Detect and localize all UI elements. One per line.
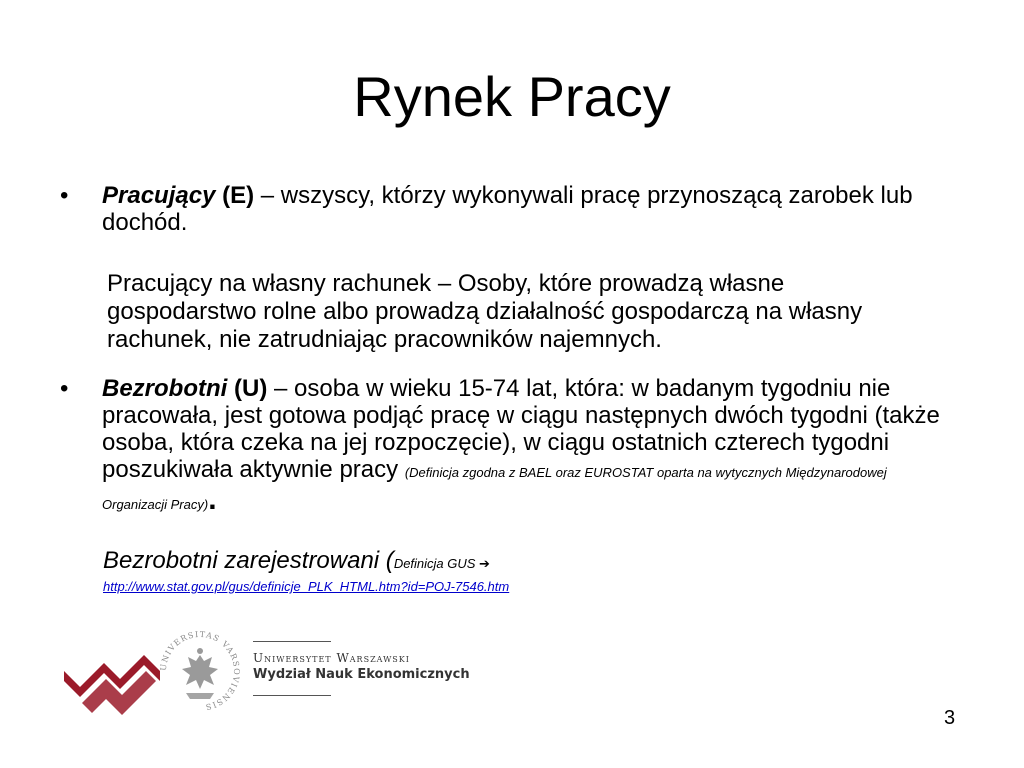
bullet-icon: • [60, 182, 69, 209]
registered-unemployed [103, 546, 963, 595]
code-unemployed: (U) [234, 375, 268, 402]
term-unemployed: Bezrobotni [102, 375, 228, 402]
university-name: Uniwersytet Warszawski [253, 651, 410, 665]
university-seal-icon [159, 630, 241, 712]
definition-employed: – wszyscy, którzy wykonywali pracę przynoszącą zarobek lub dochód. [102, 182, 913, 236]
brand-divider-bottom [253, 695, 331, 696]
registered-source-label: Definicja GUS ➔ [393, 556, 490, 571]
registered-heading: Bezrobotni zarejestrowani ( [103, 547, 394, 574]
bullet-icon: • [60, 375, 69, 402]
self-employed-paragraph: Pracujący na własny rachunek – Osoby, które prowadzą własne gospodarstwo rolne albo prowadzą działalność gospodarczą na własny rachunek, nie zatrudniając pracowników najemnych. [107, 270, 863, 353]
gus-definition-link[interactable]: http://www.stat.gov.pl/gus/definicje_PLK_HTML.htm?id=POJ-7546.htm [103, 579, 510, 594]
wne-logo-icon [64, 655, 160, 715]
registered-heading-line [103, 546, 963, 579]
bullet-employed-text [102, 182, 932, 236]
definition-source-note: (Definicja zgodna z BAEL oraz EUROSTAT oparta na wytycznych Międzynarodowej Organizacji Pracy) [102, 465, 887, 512]
seal-text: UNIVERSITAS VARSOVIENSIS [158, 629, 242, 712]
slide-title: Rynek Pracy [353, 65, 671, 128]
code-employed: (E) [222, 182, 255, 209]
bullet-unemployed-text [102, 375, 942, 518]
faculty-name: Wydział Nauk Ekonomicznych [253, 667, 470, 682]
page-number: 3 [944, 707, 956, 729]
end-mark: . [208, 483, 217, 516]
brand-divider-top [253, 641, 331, 642]
term-employed: Pracujący [102, 182, 216, 209]
faculty-branding [253, 641, 513, 696]
definition-unemployed: – osoba w wieku 15-74 lat, która: w badanym tygodniu nie pracowała, jest gotowa podjąć pracę w ciągu następnych dwóch tygodni (także osoba, która czeka na jej rozpoczęcie), w ciągu ostatnich czterech tygodni poszukiwała aktywnie pracy [102, 375, 940, 483]
